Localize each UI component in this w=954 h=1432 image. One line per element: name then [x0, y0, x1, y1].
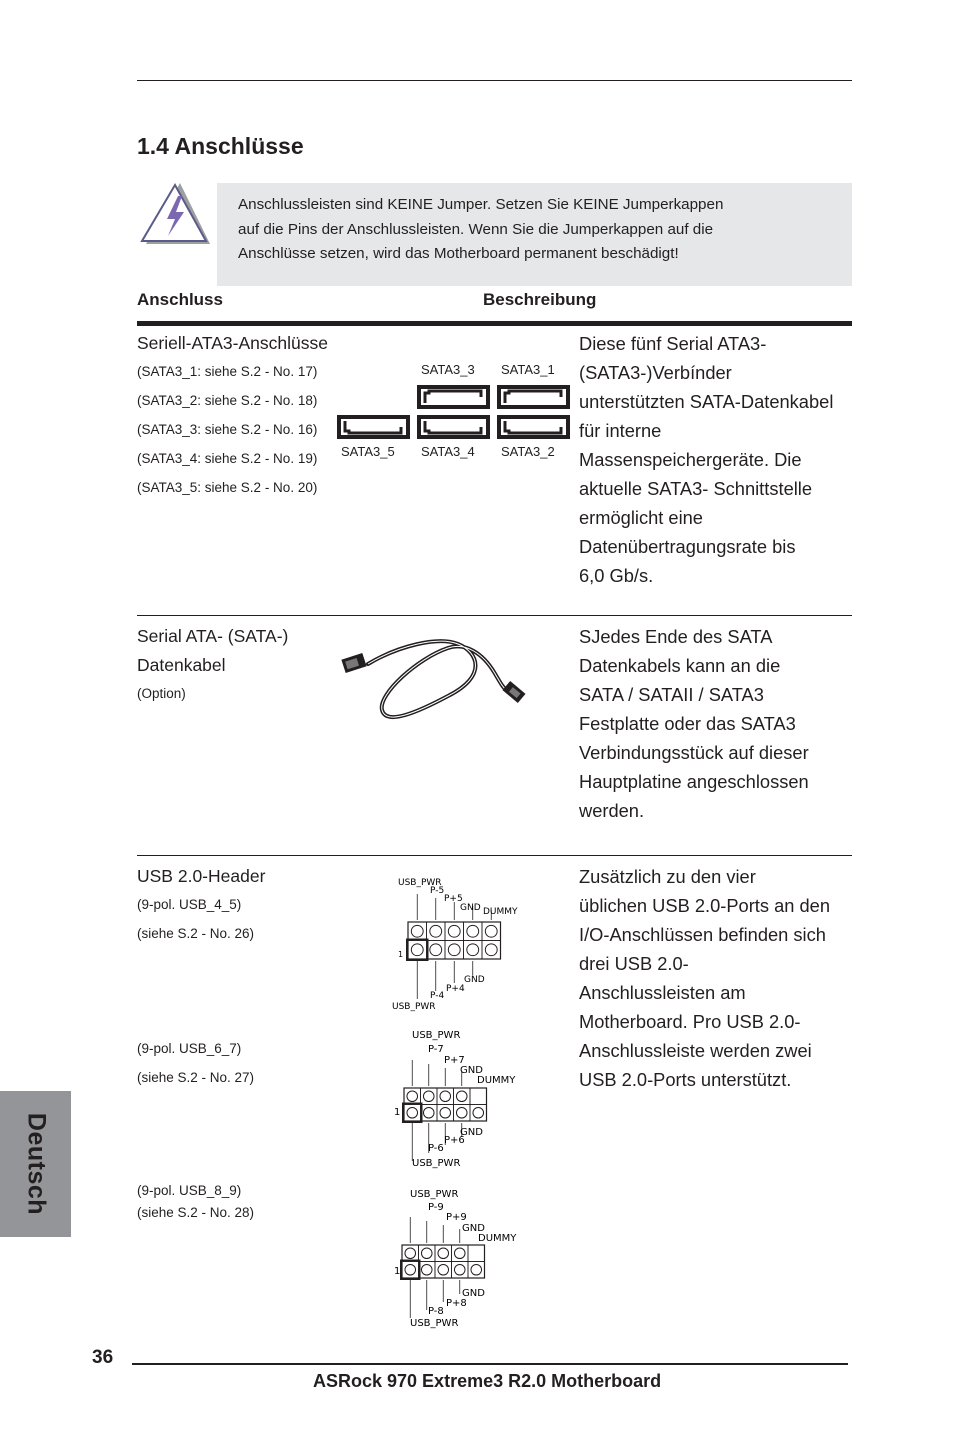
sata-cable-image	[338, 636, 528, 728]
pin-label: GND	[460, 1065, 483, 1076]
pin-label: P-8	[428, 1306, 444, 1317]
sata3-4-connector	[417, 415, 490, 439]
desc-line: drei USB 2.0-	[579, 953, 689, 974]
pin-label: USB_PWR	[412, 1030, 461, 1041]
sata-ref-3: (SATA3_3: siehe S.2 - No. 16)	[137, 422, 318, 437]
usb45-ref: (siehe S.2 - No. 26)	[137, 926, 255, 941]
desc-line: Verbindungsstück auf dieser	[579, 742, 809, 763]
cable-description	[579, 622, 854, 825]
language-side-tab	[0, 1091, 71, 1237]
sata3-3-label: SATA3_3	[421, 362, 475, 377]
sata3-5-connector	[337, 415, 410, 439]
cable-option: (Option)	[137, 686, 186, 701]
footer-rule	[132, 1363, 848, 1365]
desc-line: aktuelle SATA3- Schnittstelle	[579, 478, 813, 499]
sata3-1-connector	[497, 385, 570, 409]
footer-title: ASRock 970 Extreme3 R2.0 Motherboard	[313, 1371, 662, 1391]
pin-label: USB_PWR	[392, 1002, 436, 1012]
language-label: Deutsch	[22, 1112, 50, 1216]
sata-ref-1: (SATA3_1: siehe S.2 - No. 17)	[137, 364, 318, 379]
page-number: 36	[92, 1347, 114, 1368]
pin-label: P+5	[444, 894, 463, 904]
sata-connectors-diagram	[335, 383, 575, 443]
sata3-3-connector	[417, 385, 490, 409]
pin-label: DUMMY	[478, 1233, 517, 1244]
usb89-pins: (9-pol. USB_8_9)	[137, 1183, 242, 1198]
sata-ref-5: (SATA3_5: siehe S.2 - No. 20)	[137, 480, 318, 495]
row-divider	[137, 855, 852, 856]
desc-line: Anschlussleiste werden zwei	[579, 1040, 812, 1061]
row-divider	[137, 615, 852, 616]
pin-label: GND	[460, 1127, 483, 1138]
usb67-pins: (9-pol. USB_6_7)	[137, 1041, 242, 1056]
desc-line: Anschlussleisten am	[579, 982, 746, 1003]
usb67-pinout-diagram	[392, 1026, 532, 1170]
desc-line: Festplatte oder das SATA3	[579, 713, 796, 734]
sata-title: Seriell-ATA3-Anschlüsse	[137, 333, 328, 353]
warning-line: Anschlüsse setzen, wird das Motherboard permanent beschädigt!	[238, 245, 679, 262]
column-header-anschluss: Anschluss	[137, 290, 223, 309]
warning-line: auf die Pins der Anschlussleisten. Wenn Sie die Jumperkappen auf die	[238, 220, 714, 238]
pin-1-marker: 1	[394, 1266, 401, 1277]
warning-text	[238, 193, 838, 267]
pin-label: P-6	[428, 1143, 444, 1154]
desc-line: Massenspeichergeräte. Die	[579, 449, 802, 470]
pin-1-marker: 1	[398, 950, 404, 959]
sata3-1-label: SATA3_1	[501, 362, 555, 377]
pin-label: USB_PWR	[398, 878, 442, 888]
header-rule	[137, 80, 852, 81]
pin-label: P+8	[446, 1298, 467, 1309]
pin-label: DUMMY	[477, 1075, 516, 1086]
desc-line: SATA / SATAII / SATA3	[579, 684, 764, 705]
pin-label: GND	[464, 975, 485, 985]
sata-ref-4: (SATA3_4: siehe S.2 - No. 19)	[137, 451, 318, 466]
desc-line: (SATA3-)Verbínder	[579, 362, 732, 383]
usb45-pinout-diagram	[392, 873, 532, 1015]
pin-label: P+9	[446, 1212, 467, 1223]
usb67-ref: (siehe S.2 - No. 27)	[137, 1070, 255, 1085]
desc-line: I/O-Anschlüssen befinden sich	[579, 924, 826, 945]
desc-line: ermöglicht eine	[579, 507, 703, 528]
warning-line: Anschlussleisten sind KEINE Jumper. Setzen Sie KEINE Jumperkappen	[238, 196, 724, 213]
pin-label: GND	[462, 1288, 485, 1299]
desc-line: SJedes Ende des SATA	[579, 626, 773, 647]
usb-title: USB 2.0-Header	[137, 866, 266, 886]
pin-label: P-9	[428, 1202, 444, 1213]
pin-label: P-5	[430, 886, 445, 896]
pin-label: GND	[462, 1223, 485, 1234]
pin-label: P-4	[430, 991, 445, 1001]
desc-line: Datenübertragungsrate bis	[579, 536, 796, 557]
usb-description	[579, 862, 854, 1094]
section-title: 1.4 Anschlüsse	[137, 133, 304, 159]
desc-line: USB 2.0-Ports unterstützt.	[579, 1069, 792, 1090]
desc-line: Zusätzlich zu den vier	[579, 866, 756, 887]
sata-description	[579, 329, 854, 590]
desc-line: Datenkabels kann an die	[579, 655, 781, 676]
desc-line: unterstützten SATA-Datenkabel	[579, 391, 834, 412]
sata3-4-label: SATA3_4	[421, 444, 475, 459]
usb45-pins: (9-pol. USB_4_5)	[137, 897, 242, 912]
pin-label: USB_PWR	[410, 1189, 459, 1200]
desc-line: Hauptplatine angeschlossen	[579, 771, 809, 792]
pin-label: USB_PWR	[412, 1158, 461, 1169]
sata-ref-2: (SATA3_2: siehe S.2 - No. 18)	[137, 393, 318, 408]
pin-label: DUMMY	[483, 907, 518, 917]
cable-title-line2: Datenkabel	[137, 655, 226, 675]
desc-line: für interne	[579, 420, 662, 441]
desc-line: werden.	[579, 800, 645, 821]
pin-label: P+7	[444, 1055, 465, 1066]
cable-title-line1: Serial ATA- (SATA-)	[137, 626, 289, 646]
usb89-pinout-diagram	[392, 1185, 532, 1331]
desc-line: 6,0 Gb/s.	[579, 565, 654, 586]
sata3-2-connector	[497, 415, 570, 439]
lightning-warning-icon	[140, 182, 212, 248]
column-header-beschreibung: Beschreibung	[483, 290, 597, 309]
desc-line: Motherboard. Pro USB 2.0-	[579, 1011, 801, 1032]
sata3-5-label: SATA3_5	[341, 444, 395, 459]
table-header-rule	[137, 321, 852, 326]
pin-label: P+6	[444, 1135, 465, 1146]
pin-1-marker: 1	[394, 1107, 401, 1118]
pin-label: P-7	[428, 1044, 444, 1055]
sata3-2-label: SATA3_2	[501, 444, 555, 459]
desc-line: üblichen USB 2.0-Ports an den	[579, 895, 831, 916]
pin-label: GND	[460, 903, 481, 913]
usb89-ref: (siehe S.2 - No. 28)	[137, 1205, 255, 1220]
desc-line: Diese fünf Serial ATA3-	[579, 333, 767, 354]
pin-label: P+4	[446, 984, 465, 994]
pin-label: USB_PWR	[410, 1318, 459, 1329]
